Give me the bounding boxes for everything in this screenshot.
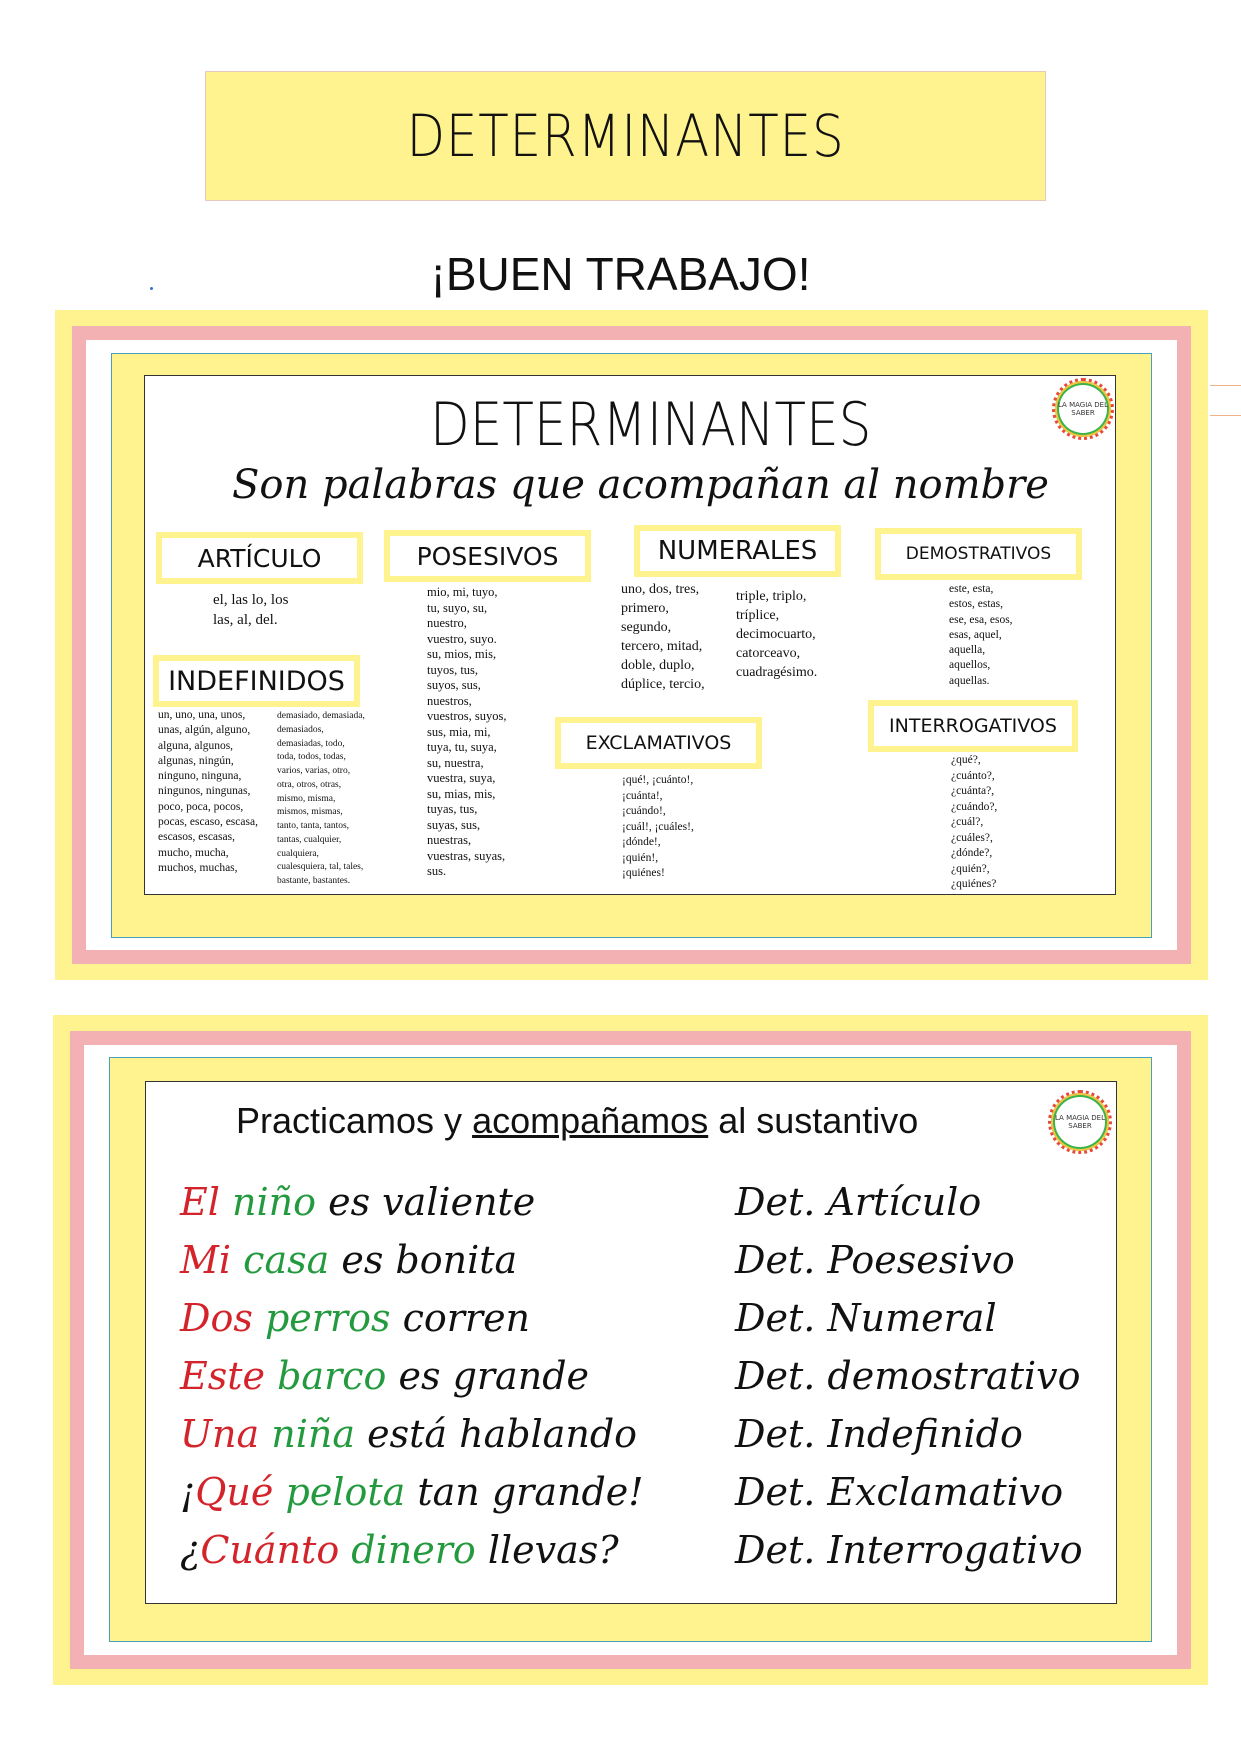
sentence-noun: barco — [277, 1354, 387, 1398]
page-subtitle: ¡BUEN TRABAJO! — [430, 248, 811, 300]
category-indefinidos — [153, 655, 360, 707]
category-label: INTERROGATIVOS — [889, 715, 1057, 737]
heading-part: al sustantivo — [708, 1100, 919, 1141]
practice-sentence — [180, 1528, 619, 1572]
practice-sentence — [180, 1296, 530, 1340]
side-line — [1210, 385, 1241, 386]
sentence-rest: está hablando — [367, 1412, 638, 1456]
category-interrogativos — [868, 700, 1078, 752]
sentence-rest: es valiente — [328, 1180, 536, 1224]
posesivos-words: mio, mi, tuyo, tu, suyo, su, nuestro, vuestro, suyo. su, mios, mis, tuyos, tus, suyos, sus, nuestros, vuestros, suyos, sus, mia, mi, tuya, tu, suya, su, nuestra, vuestra, suya, su, mias, mis, tuyas, tus, suyas, sus, nuestras, vuestras, suyas, sus. — [427, 585, 507, 878]
heading-part: Practicamos y — [236, 1100, 473, 1141]
numerales-words-right: triple, triplo, tríplice, decimocuarto, catorceavo, cuadragésimo. — [736, 589, 818, 681]
sentence-rest: es bonita — [341, 1238, 518, 1282]
poster-1-tagline: Son palabras que acompañan al nombre — [232, 462, 1049, 508]
indefinidos-words-left: un, uno, una, unos, unas, algún, alguno, alguna, algunos, algunas, ningún, ninguno, ninguna, ningunos, ningunas, poco, poca, pocos, pocas, escaso, escasa, escasos, escasas, mucho, mucha, muchos, muchas, — [158, 709, 258, 874]
determiner-type: Det. Poesesivo — [735, 1238, 1015, 1282]
practice-sentence — [180, 1354, 589, 1398]
sentence-punctuation: ¿ — [180, 1528, 201, 1572]
category-label: EXCLAMATIVOS — [585, 732, 732, 754]
articulo-words: el, las lo, los las, al, del. — [213, 592, 289, 629]
practice-sentence — [180, 1470, 644, 1514]
page-title: DETERMINANTES — [406, 102, 845, 170]
numerales-words-left: uno, dos, tres, primero, segundo, tercero, mitad, doble, duplo, dúplice, tercio, — [621, 582, 705, 693]
determiner-type: Det. demostrativo — [735, 1354, 1081, 1398]
sentence-determiner: Este — [180, 1354, 265, 1398]
category-exclamativos — [555, 717, 762, 769]
category-label: INDEFINIDOS — [168, 665, 345, 697]
exclamativos-words: ¡qué!, ¡cuánto!, ¡cuánta!, ¡cuándo!, ¡cuál!, ¡cuáles!, ¡dónde!, ¡quién!, ¡quiénes! — [622, 774, 694, 880]
category-posesivos — [384, 530, 591, 582]
sentence-noun: casa — [243, 1238, 330, 1282]
practice-sentence — [180, 1412, 637, 1456]
sentence-rest: corren — [402, 1296, 531, 1340]
logo-icon — [1052, 378, 1114, 440]
determiner-type: Det. Artículo — [735, 1180, 982, 1224]
sentence-noun: niña — [271, 1412, 356, 1456]
sentence-noun: perros — [264, 1296, 391, 1340]
poster-1-title: DETERMINANTES — [430, 390, 872, 460]
determiner-type: Det. Indefinido — [735, 1412, 1023, 1456]
sentence-noun: pelota — [285, 1470, 406, 1514]
logo-icon — [1048, 1090, 1112, 1154]
sentence-determiner: Cuánto — [200, 1528, 340, 1572]
category-label: NUMERALES — [657, 536, 818, 566]
logo-text: LA MAGIA DEL SABER — [1055, 1114, 1105, 1130]
category-numerales — [634, 525, 841, 577]
category-label: DEMOSTRATIVOS — [905, 544, 1052, 564]
category-demostrativos — [875, 528, 1082, 580]
heading-underlined: acompañamos — [472, 1100, 709, 1141]
side-line — [1210, 415, 1241, 416]
interrogativos-words: ¿qué?, ¿cuánto?, ¿cuánta?, ¿cuándo?, ¿cuál?, ¿cuáles?, ¿dónde?, ¿quién?, ¿quiénes? — [951, 754, 998, 891]
decorative-dot — [150, 287, 153, 290]
practice-sentence — [180, 1180, 535, 1224]
demostrativos-words: este, esta, estos, estas, ese, esa, esos, esas, aquel, aquella, aquellos, aquellas. — [949, 583, 1013, 687]
sentence-determiner: Dos — [180, 1296, 253, 1340]
logo-text: LA MAGIA DEL SABER — [1058, 401, 1108, 417]
sentence-determiner: Mi — [180, 1238, 232, 1282]
sentence-rest: es grande — [398, 1354, 590, 1398]
sentence-rest: tan grande! — [417, 1470, 644, 1514]
determiner-type: Det. Numeral — [735, 1296, 997, 1340]
sentence-determiner: El — [180, 1180, 220, 1224]
sentence-noun: niño — [232, 1180, 316, 1224]
poster-2-card — [145, 1081, 1117, 1604]
title-banner — [205, 71, 1046, 201]
indefinidos-words-right: demasiado, demasiada, demasiados, demasiadas, todo, toda, todos, todas, varios, varias, otro, otra, otros, otras, mismo, misma, mismos, mismas, tanto, tanta, tantos, tantas, cualquier, cualquiera, cualesquiera, tal, tales, bastante, bastantes. — [277, 711, 365, 887]
determiner-type: Det. Interrogativo — [735, 1528, 1083, 1572]
practice-sentence — [180, 1238, 517, 1282]
practice-heading — [236, 1100, 918, 1142]
sentence-determiner: Una — [180, 1412, 260, 1456]
sentence-noun: dinero — [351, 1528, 476, 1572]
sentence-punctuation: ¡ — [180, 1470, 196, 1514]
category-articulo — [156, 532, 363, 584]
category-label: POSESIVOS — [416, 541, 559, 571]
sentence-rest: llevas? — [487, 1528, 619, 1572]
determiner-type: Det. Exclamativo — [735, 1470, 1064, 1514]
sentence-determiner: Qué — [195, 1470, 274, 1514]
category-label: ARTÍCULO — [197, 543, 322, 573]
